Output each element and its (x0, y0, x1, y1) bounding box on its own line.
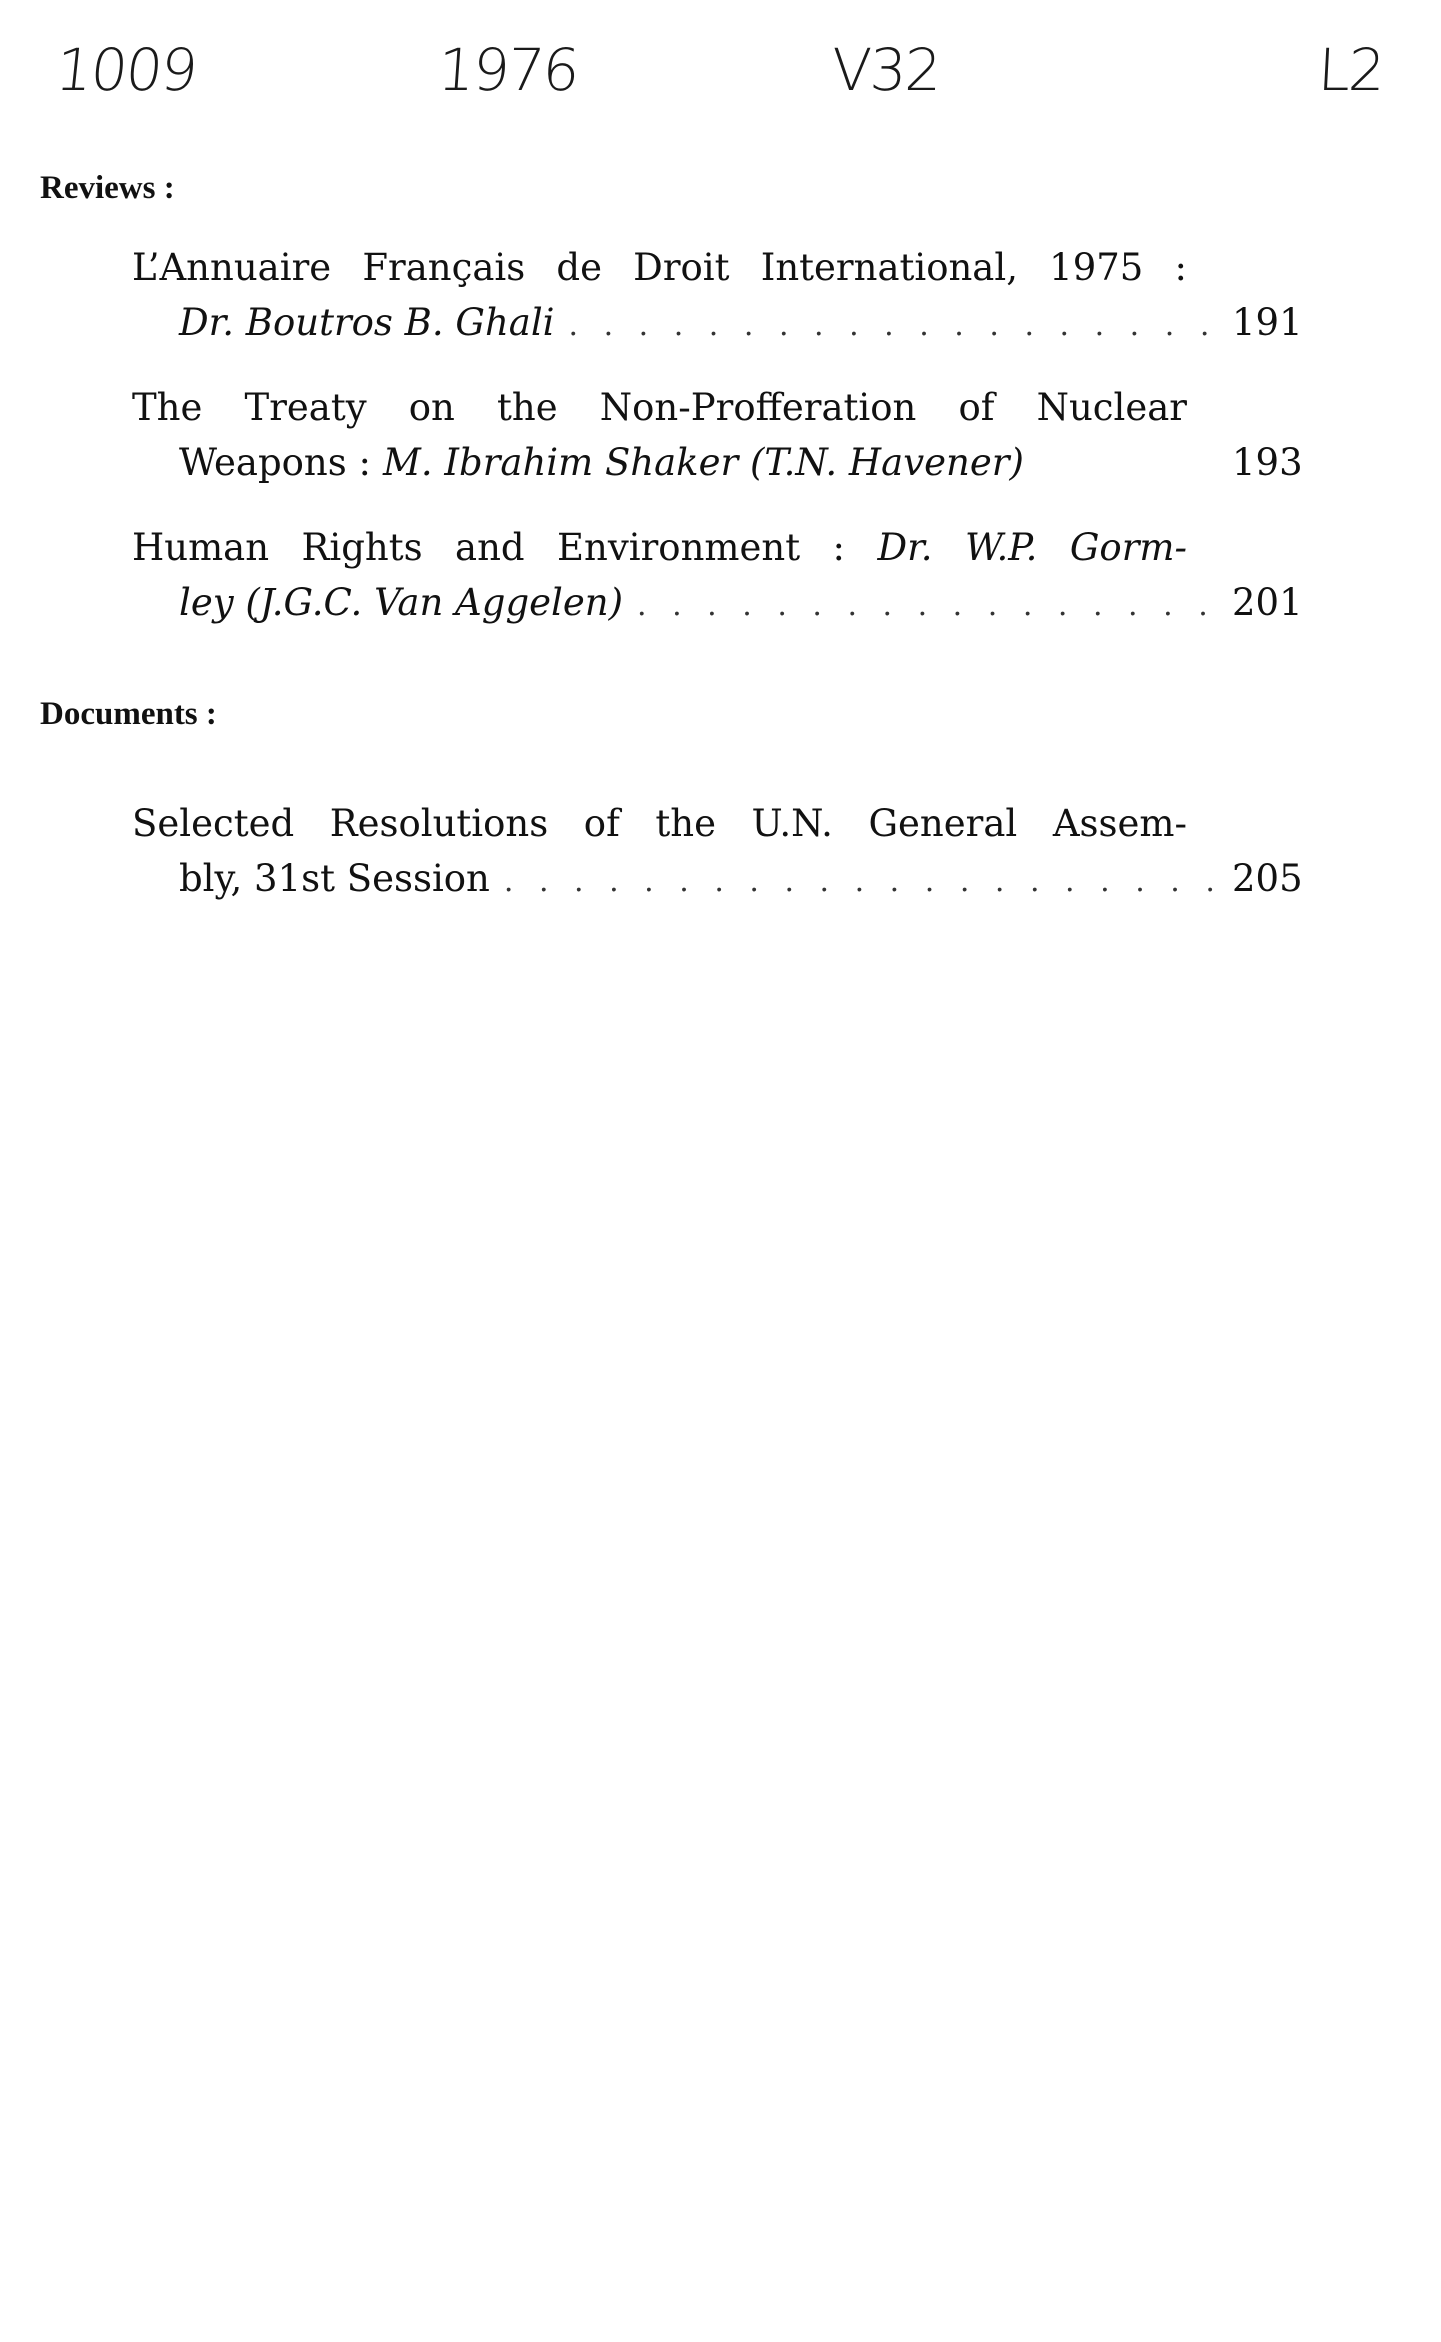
handwritten-note-3: V32 (830, 36, 941, 104)
toc-entry-treaty (132, 380, 1302, 490)
entry-author-line (132, 295, 1302, 353)
entry-title: Selected Resolutions of the U.N. General Assem- (132, 802, 1187, 845)
reviews-heading: Reviews : (40, 170, 175, 206)
toc-entry-resolutions (132, 796, 1302, 909)
entry-author-line (132, 435, 1302, 490)
page-number: 201 (1232, 581, 1303, 624)
entry-title (132, 520, 1187, 575)
handwritten-note-2: 1976 (435, 36, 580, 104)
dot-leader (637, 578, 1218, 633)
page-number: 191 (1232, 301, 1303, 344)
dot-leader (569, 298, 1218, 353)
entry-author-line (132, 851, 1302, 909)
entry-title: The Treaty on the Non-Profferation of Nuclear (132, 386, 1187, 429)
handwritten-note-1: 1009 (52, 36, 200, 104)
toc-entry-annuaire (132, 240, 1302, 353)
entry-author: ley (J.G.C. Van Aggelen) (179, 581, 624, 624)
entry-author-start: Dr. W.P. Gorm- (877, 526, 1187, 569)
handwritten-note-4: L2 (1316, 36, 1386, 104)
entry-title: L’Annuaire Français de Droit International, 1975 : (132, 246, 1187, 289)
dot-leader (504, 854, 1218, 909)
entry-author: M. Ibrahim Shaker (T.N. Havener) (382, 441, 1024, 484)
page-number: 193 (1232, 441, 1303, 484)
toc-entry-human-rights (132, 520, 1302, 633)
entry-title-continued: Weapons : (179, 441, 371, 484)
entry-title-text: Human Rights and Environment : (132, 526, 878, 569)
page-number: 205 (1232, 857, 1303, 900)
entry-author: Dr. Boutros B. Ghali (179, 301, 555, 344)
documents-heading: Documents : (40, 696, 217, 732)
entry-author-line (132, 575, 1302, 633)
entry-title-continued: bly, 31st Session (179, 857, 490, 900)
